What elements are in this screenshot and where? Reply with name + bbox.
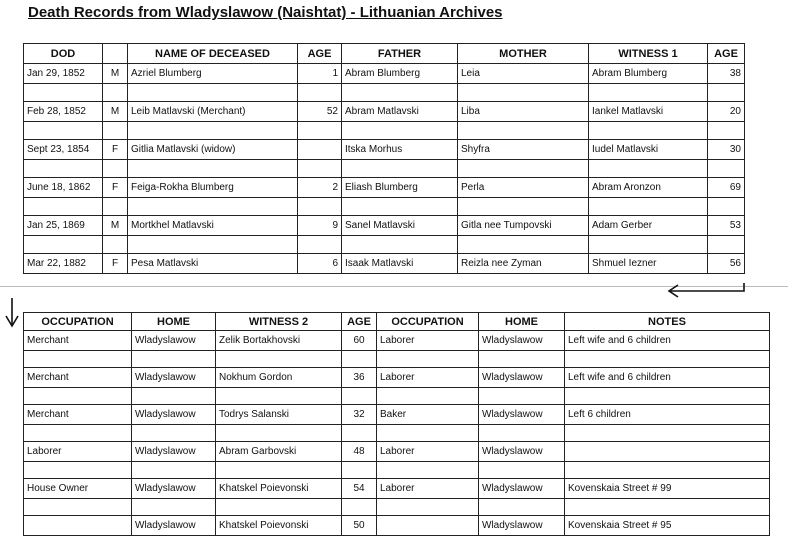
table-cell: Left 6 children [565,405,770,425]
table-cell: Khatskel Poievonski [216,516,342,536]
table-cell: Feb 28, 1852 [24,102,103,122]
table-cell: Liba [458,102,589,122]
table-cell: Itska Morhus [342,140,458,160]
table-cell: Adam Gerber [589,216,708,236]
table-cell: Abram Blumberg [342,64,458,84]
table-cell: Wladyslawow [479,368,565,388]
table-cell: 1 [298,64,342,84]
table-cell: 60 [342,331,377,351]
death-records-table-2 [23,312,770,536]
table-cell: Wladyslawow [479,331,565,351]
spacer-row [24,462,770,479]
table-row [24,140,745,160]
table-cell: 50 [342,516,377,536]
table-cell: F [103,178,128,198]
table-cell: Eliash Blumberg [342,178,458,198]
table-cell: Abram Matlavski [342,102,458,122]
column-header: DOD [24,44,103,64]
table-row [24,405,770,425]
table-cell: F [103,140,128,160]
column-header: NOTES [565,313,770,331]
spacer-row [24,122,745,140]
table-cell: Kovenskaia Street # 99 [565,479,770,499]
table-cell: Merchant [24,368,132,388]
column-header: FATHER [342,44,458,64]
table-cell [24,516,132,536]
header-row [24,313,770,331]
table-cell: 52 [298,102,342,122]
table-cell: 2 [298,178,342,198]
table-cell: Isaak Matlavski [342,254,458,274]
table-cell: Gitla nee Tumpovski [458,216,589,236]
table-cell: Sanel Matlavski [342,216,458,236]
table-cell: Khatskel Poievonski [216,479,342,499]
table-cell: House Owner [24,479,132,499]
table-cell: 48 [342,442,377,462]
table-cell [377,516,479,536]
table-cell: Laborer [377,442,479,462]
table-cell: 9 [298,216,342,236]
table-cell: Feiga-Rokha Blumberg [128,178,298,198]
column-header: AGE [708,44,745,64]
column-header: WITNESS 1 [589,44,708,64]
table-cell: Mar 22, 1882 [24,254,103,274]
table-cell: Wladyslawow [132,405,216,425]
table-cell: Laborer [377,368,479,388]
header-row [24,44,745,64]
table-cell: 54 [342,479,377,499]
table-cell: Wladyslawow [132,331,216,351]
column-header: OCCUPATION [377,313,479,331]
table-row [24,254,745,274]
table-cell: Iudel Matlavski [589,140,708,160]
table-row [24,479,770,499]
table-cell: Reizla nee Zyman [458,254,589,274]
table-cell: Laborer [24,442,132,462]
spacer-row [24,351,770,368]
table-cell: Laborer [377,479,479,499]
column-header: OCCUPATION [24,313,132,331]
column-header: WITNESS 2 [216,313,342,331]
spacer-row [24,84,745,102]
table-cell: M [103,216,128,236]
column-header: HOME [132,313,216,331]
table-cell: Abram Aronzon [589,178,708,198]
table-cell: Wladyslawow [132,368,216,388]
table-row [24,64,745,84]
table-cell: F [103,254,128,274]
table-cell [565,442,770,462]
table-cell: Nokhum Gordon [216,368,342,388]
column-header: MOTHER [458,44,589,64]
table-cell: 38 [708,64,745,84]
continue-arrow-down-icon [4,296,20,330]
table-cell: Iankel Matlavski [589,102,708,122]
table-cell: 30 [708,140,745,160]
page-title: Death Records from Wladyslawow (Naishtat) - Lithuanian Archives [28,4,503,21]
spacer-row [24,499,770,516]
table-row [24,216,745,236]
table-cell: Wladyslawow [132,479,216,499]
table-cell: Laborer [377,331,479,351]
table-cell: Left wife and 6 children [565,368,770,388]
table-cell: 53 [708,216,745,236]
table-cell: Perla [458,178,589,198]
table-cell: 69 [708,178,745,198]
continue-arrow-left-icon [666,282,748,300]
table-row [24,442,770,462]
table-cell: June 18, 1862 [24,178,103,198]
table-cell: Leia [458,64,589,84]
table-cell: Leib Matlavski (Merchant) [128,102,298,122]
table-cell: Wladyslawow [479,405,565,425]
table-cell: Abram Garbovski [216,442,342,462]
column-header: NAME OF DECEASED [128,44,298,64]
column-header: AGE [298,44,342,64]
table-cell: 36 [342,368,377,388]
death-records-table-1 [23,43,745,274]
spacer-row [24,388,770,405]
table-cell: Wladyslawow [479,479,565,499]
table-row [24,516,770,536]
table-cell: Jan 25, 1869 [24,216,103,236]
table-cell: Shyfra [458,140,589,160]
spacer-row [24,160,745,178]
table-cell: Zelik Bortakhovski [216,331,342,351]
table-cell: Wladyslawow [479,516,565,536]
table-cell: Sept 23, 1854 [24,140,103,160]
table-cell: Left wife and 6 children [565,331,770,351]
table-cell: 32 [342,405,377,425]
table-row [24,178,745,198]
table-row [24,102,745,122]
spacer-row [24,198,745,216]
column-header: HOME [479,313,565,331]
table-cell: Wladyslawow [479,442,565,462]
table-cell [298,140,342,160]
spacer-row [24,425,770,442]
table-cell: M [103,64,128,84]
table-cell: 20 [708,102,745,122]
table-cell: 6 [298,254,342,274]
table-cell: Wladyslawow [132,442,216,462]
spacer-row [24,236,745,254]
column-header [103,44,128,64]
table-cell: Gitlia Matlavski (widow) [128,140,298,160]
column-header: AGE [342,313,377,331]
table-row [24,368,770,388]
table-cell: Jan 29, 1852 [24,64,103,84]
table-cell: Merchant [24,405,132,425]
table-cell: Abram Blumberg [589,64,708,84]
table-cell: Mortkhel Matlavski [128,216,298,236]
table-cell: Shmuel Iezner [589,254,708,274]
table-row [24,331,770,351]
table-cell: 56 [708,254,745,274]
table-cell: M [103,102,128,122]
table-cell: Kovenskaia Street # 95 [565,516,770,536]
table-cell: Wladyslawow [132,516,216,536]
table-cell: Pesa Matlavski [128,254,298,274]
table-cell: Todrys Salanski [216,405,342,425]
table-cell: Baker [377,405,479,425]
table-cell: Merchant [24,331,132,351]
table-cell: Azriel Blumberg [128,64,298,84]
